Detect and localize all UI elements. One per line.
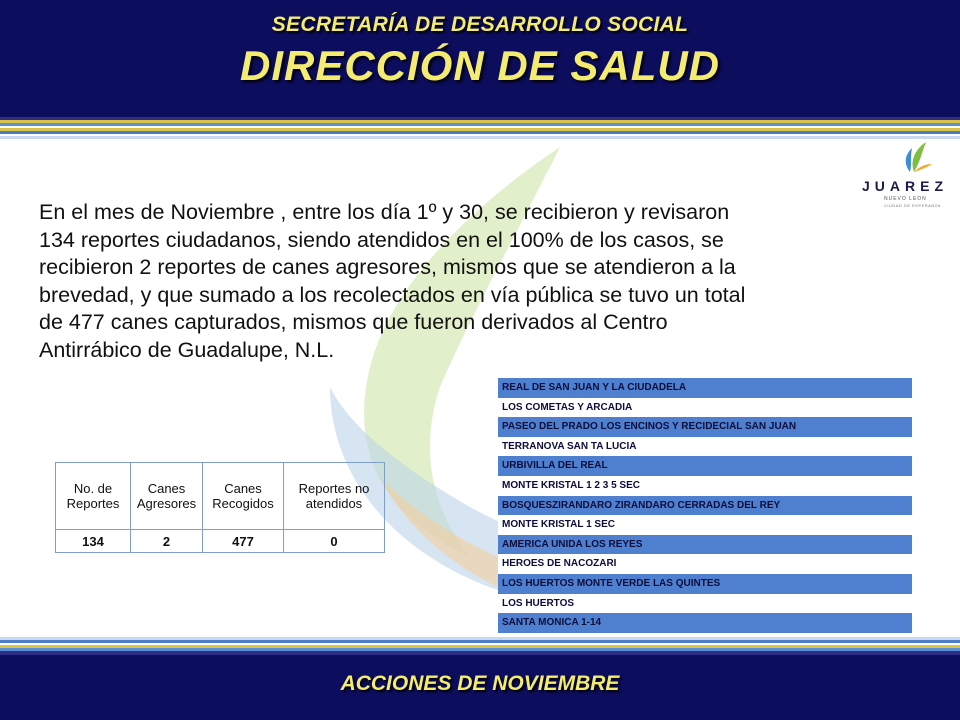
stats-header-row [56,463,385,530]
header-banner [0,0,960,117]
stats-header-cell: Canes Recogidos [203,463,284,530]
stats-table [55,462,385,553]
stats-header-cell: No. de Reportes [56,463,131,530]
paragraph-line: En el mes de Noviembre , entre los día 1º y 30, se recibieron y revisaron [39,200,730,224]
stats-value-cell: 477 [203,530,284,553]
colonias-list [498,378,912,633]
stats-value-cell: 2 [131,530,203,553]
stats-header-cell: Canes Agresores [131,463,203,530]
paragraph-line: Antirrábico de Guadalupe, N.L. [39,337,335,362]
colonia-row: LOS HUERTOS MONTE VERDE LAS QUINTES [498,574,912,594]
colonia-row: PASEO DEL PRADO LOS ENCINOS Y RECIDECIAL SAN JUAN [498,417,912,437]
colonia-row: REAL DE SAN JUAN Y LA CIUDADELA [498,378,912,398]
colonia-row: MONTE KRISTAL 1 2 3 5 SEC [498,476,912,496]
footer-stripes [0,633,960,655]
paragraph-line: 134 reportes ciudadanos, siendo atendidos en el 100% de los casos, se [39,227,724,252]
logo-wordmark: JUAREZ [862,178,949,194]
stats-value-cell: 0 [284,530,385,553]
colonia-row: LOS HUERTOS [498,594,912,614]
colonia-row: BOSQUESZIRANDARO ZIRANDARO CERRADAS DEL REY [498,496,912,516]
footer-banner [0,655,960,720]
logo-subtext: NUEVO LEON [884,196,927,202]
header-subtitle: SECRETARÍA DE DESARROLLO SOCIAL [271,13,689,36]
paragraph-line: recibieron 2 reportes de canes agresores, mismos que se atendieron a la [39,255,736,279]
page-title: DIRECCIÓN DE SALUD [239,42,721,89]
summary-paragraph [39,199,919,364]
paragraph-line: de 477 canes capturados, mismos que fueron derivados al Centro [39,310,668,334]
colonia-row: LOS COMETAS Y ARCADIA [498,398,912,418]
stats-value-row [56,530,385,553]
colonia-row: SANTA MONICA 1-14 [498,613,912,633]
header-stripes [0,117,960,147]
colonia-row: HEROES DE NACOZARI [498,554,912,574]
stats-value-cell: 134 [56,530,131,553]
colonia-row: MONTE KRISTAL 1 SEC [498,515,912,535]
colonia-row: TERRANOVA SAN TA LUCIA [498,437,912,457]
juarez-leaf-icon [892,140,932,174]
stats-header-cell: Reportes no atendidos [284,463,385,530]
paragraph-line: brevedad, y que sumado a los recolectados en vía pública se tuvo un total [39,282,746,307]
colonia-row: AMERICA UNIDA LOS REYES [498,535,912,555]
footer-title: ACCIONES DE NOVIEMBRE [340,672,620,695]
colonia-row: URBIVILLA DEL REAL [498,456,912,476]
logo-subtext-2: CIUDAD DE ESPERANZA [884,203,941,208]
